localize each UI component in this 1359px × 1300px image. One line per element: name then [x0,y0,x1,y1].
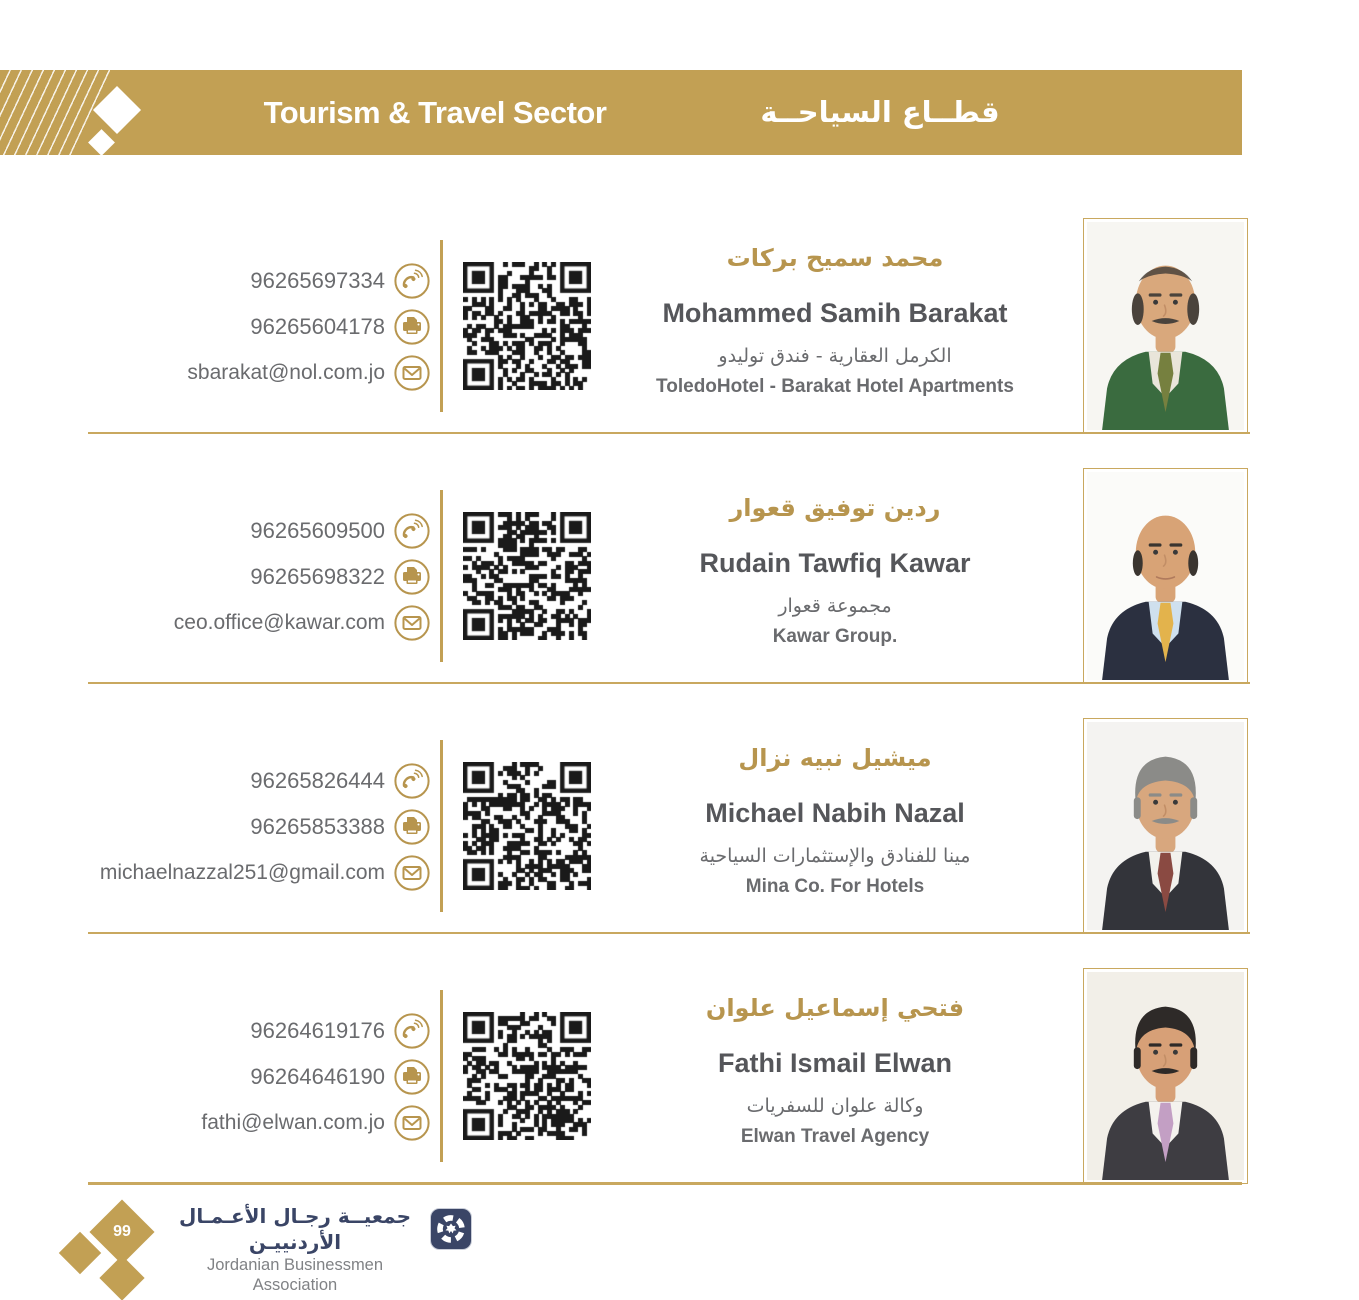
email-address[interactable]: ceo.office@kawar.com [173,611,385,634]
email-icon [394,855,430,891]
fax-row [100,559,430,595]
organization-name-english: Jordanian Businessmen Association [206,1256,384,1294]
email-icon [394,355,430,391]
email-address[interactable]: fathi@elwan.com.jo [201,1111,385,1134]
sector-title-arabic: قطــاع السياحــة والسفــر [760,95,1000,214]
phone-number: 96264619176 [250,1018,385,1043]
diamond-decoration [88,129,115,156]
organization-name-arabic: جمعيــة رجـال الأعـمـال الأردنييـن [179,1204,411,1254]
phone-number: 96265826444 [250,768,385,793]
company-name-arabic: وكالة علوان للسفريات [746,1095,924,1117]
company-name-english: ToledoHotel - Barakat Hotel Apartments [656,376,1014,397]
sector-title-english: Tourism & Travel Sector [263,95,607,130]
card-separator [88,932,1250,934]
fax-number: 96265853388 [250,814,385,839]
member-name-english: Fathi Ismail Elwan [717,1048,953,1078]
sector-banner [0,70,1242,214]
phone-row [100,763,430,799]
organization-block [165,1203,425,1295]
phone-icon [394,263,430,299]
fax-number: 96265604178 [250,314,385,339]
member-name-arabic: محمد سميح بركات [726,244,944,272]
member-name-english: Michael Nabih Nazal [705,798,965,828]
email-icon [394,605,430,641]
fax-number: 96265698322 [250,564,385,589]
member-card [0,934,1359,1184]
email-address[interactable]: michaelnazzal251@gmail.com [99,861,385,884]
diamond-decoration [99,1255,144,1300]
member-portrait [1083,468,1248,684]
qr-code [463,762,591,890]
member-card [0,684,1359,934]
phone-icon [394,513,430,549]
phone-icon [394,1013,430,1049]
card-separator [88,682,1250,684]
qr-code [463,1012,591,1140]
fax-row [100,309,430,345]
member-card [0,434,1359,684]
email-row [100,355,430,391]
member-card [0,184,1359,434]
footer-rule [88,1182,1242,1185]
company-name-english: Kawar Group. [772,626,898,647]
member-name-arabic: فتحي إسماعيل علوان [705,994,965,1022]
qr-code [463,262,591,390]
phone-icon [394,763,430,799]
email-row [100,605,430,641]
member-portrait [1083,968,1248,1184]
member-name-arabic: ردين توفيق قعوار [729,494,941,522]
jba-logo-icon [430,1208,472,1250]
email-row [100,855,430,891]
member-portrait [1083,218,1248,434]
email-icon [394,1105,430,1141]
fax-row [100,809,430,845]
vertical-divider [440,240,443,412]
vertical-divider [440,490,443,662]
phone-row [100,263,430,299]
company-name-arabic: الكرمل العقارية - فندق توليدو [718,345,952,367]
fax-number: 96264646190 [250,1064,385,1089]
qr-code [463,512,591,640]
email-address[interactable]: sbarakat@nol.com.jo [187,361,385,384]
member-name-english: Mohammed Samih Barakat [662,298,1008,328]
vertical-divider [440,990,443,1162]
company-name-english: Elwan Travel Agency [740,1126,930,1147]
fax-row [100,1059,430,1095]
company-name-english: Mina Co. For Hotels [745,876,925,897]
fax-icon [394,1059,430,1095]
email-row [100,1105,430,1141]
company-name-arabic: مينا للفنادق والإستثمارات السياحية [699,845,971,867]
fax-icon [394,559,430,595]
phone-number: 96265609500 [250,518,385,543]
card-separator [88,432,1250,434]
phone-row [100,513,430,549]
vertical-divider [440,740,443,912]
member-name-arabic: ميشيل نبيه نزال [738,744,932,772]
fax-icon [394,809,430,845]
company-name-arabic: مجموعة قعوار [778,595,892,617]
member-name-english: Rudain Tawfiq Kawar [699,548,971,578]
page-number: 99 [113,1223,131,1240]
phone-number: 96265697334 [250,268,385,293]
fax-icon [394,309,430,345]
member-portrait [1083,718,1248,934]
phone-row [100,1013,430,1049]
